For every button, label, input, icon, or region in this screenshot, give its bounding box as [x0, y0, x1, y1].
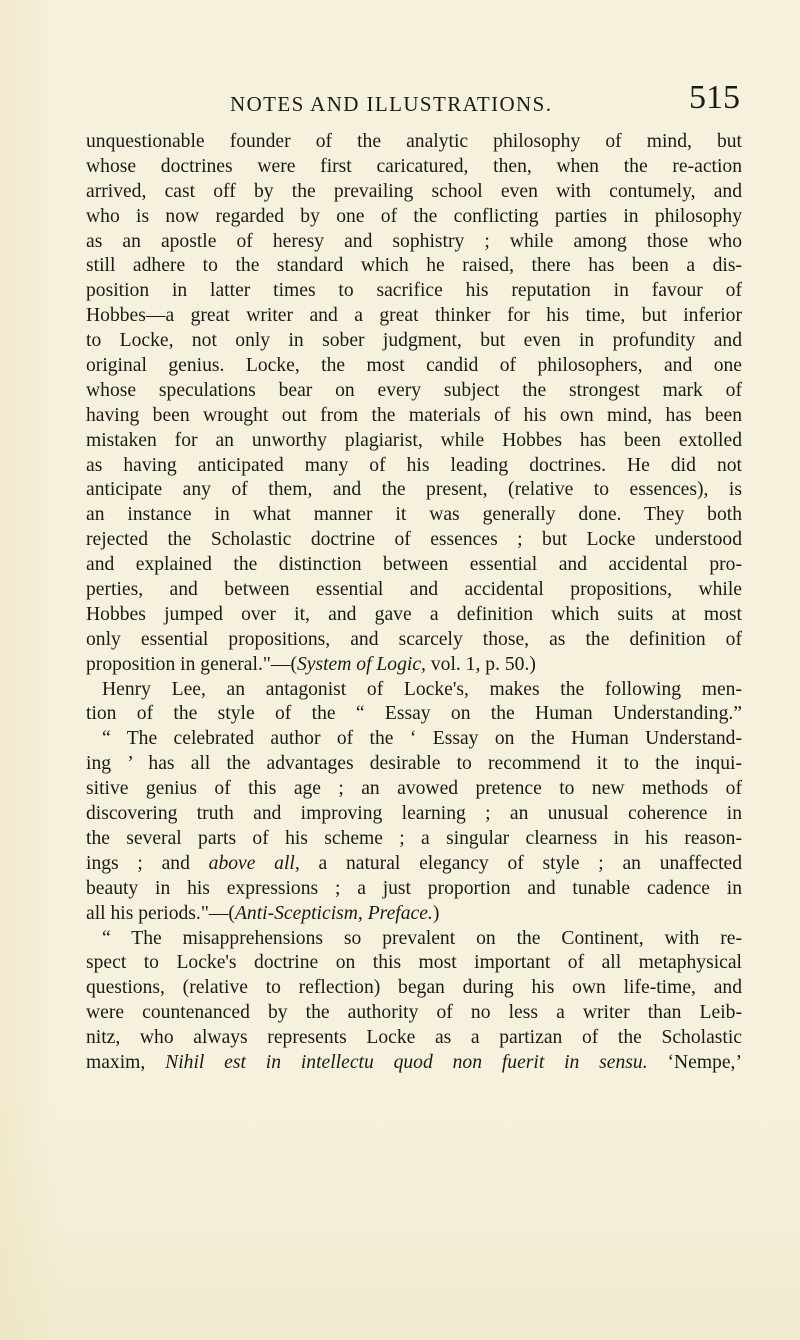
text-line: Hobbes jumped over it, and gave a definition which suits at most	[86, 603, 742, 625]
text-line: perties, and between essential and accidental propositions, while	[86, 579, 742, 601]
text-line: rejected the Scholastic doctrine of essences ; but Locke understood	[86, 529, 742, 551]
citation-line	[86, 902, 742, 927]
cited-work-title: Anti-Scepticism, Preface.	[234, 902, 433, 924]
text-line: tion of the style of the “ Essay on the Human Understanding.”	[86, 703, 742, 725]
text-line: unquestionable founder of the analytic philosophy of mind, but	[86, 131, 742, 152]
text-segment: maxim,	[86, 1051, 166, 1073]
text-segment: ings ; and	[86, 852, 209, 874]
text-line: sitive genius of this age ; an avowed pretence to new methods of	[86, 778, 742, 800]
text-line: Hobbes—a great writer and a great thinker for his time, but inferior	[86, 305, 742, 327]
text-line: whose doctrines were first caricatured, then, when the re-action	[86, 155, 742, 177]
paragraph-start-line: Henry Lee, an antagonist of Locke's, makes the following men-	[102, 678, 742, 700]
page-number: 515	[689, 79, 740, 116]
text-line: anticipate any of them, and the present, (relative to essences), is	[86, 479, 742, 501]
text-segment: proposition in general."—(	[86, 653, 297, 675]
text-line	[86, 1051, 742, 1076]
text-line: who is now regarded by one of the conflicting parties in philosophy	[86, 205, 742, 227]
text-line: to Locke, not only in sober judgment, but even in profundity and	[86, 330, 742, 352]
text-line: whose speculations bear on every subject the strongest mark of	[86, 379, 742, 401]
page-header	[80, 78, 740, 118]
latin-maxim: Nihil est in intellectu quod non fuerit in sensu.	[165, 1051, 648, 1073]
text-line: as having anticipated many of his leading doctrines. He did not	[86, 454, 742, 476]
text-line: were countenanced by the authority of no less a writer than Leib-	[86, 1002, 742, 1024]
text-line: mistaken for an unworthy plagiarist, while Hobbes has been extolled	[86, 429, 742, 451]
text-line: as an apostle of heresy and sophistry ; while among those who	[86, 230, 742, 252]
text-line: ing ’ has all the advantages desirable to recommend it to the inqui-	[86, 753, 742, 775]
paragraph-start-line: “ The misapprehensions so prevalent on the Continent, with re-	[102, 927, 742, 949]
text-segment: )	[432, 902, 440, 924]
text-line: only essential propositions, and scarcely those, as the definition of	[86, 628, 742, 650]
emphasis-text: above all,	[208, 852, 300, 874]
text-line: beauty in his expressions ; a just proportion and tunable cadence in	[86, 877, 742, 899]
running-head: NOTES AND ILLUSTRATIONS.	[230, 92, 553, 116]
cited-work-title: System of Logic,	[296, 653, 426, 675]
text-line: and explained the distinction between essential and accidental pro-	[86, 554, 742, 576]
text-line	[86, 852, 742, 877]
citation-line	[86, 653, 742, 678]
text-line: spect to Locke's doctrine on this most important of all metaphysical	[86, 952, 742, 974]
text-line: the several parts of his scheme ; a singular clearness in his reason-	[86, 827, 742, 849]
text-line: having been wrought out from the materials of his own mind, has been	[86, 404, 742, 426]
text-segment: all his periods."—(	[86, 902, 235, 924]
text-line: arrived, cast off by the prevailing school even with contumely, and	[86, 180, 742, 202]
text-line: nitz, who always represents Locke as a partizan of the Scholastic	[86, 1027, 742, 1049]
text-segment: vol. 1, p. 50.)	[425, 653, 536, 675]
text-line: position in latter times to sacrifice his reputation in favour of	[86, 280, 742, 302]
text-line: still adhere to the standard which he raised, there has been a dis-	[86, 255, 742, 277]
text-line: original genius. Locke, the most candid of philosophers, and one	[86, 355, 742, 377]
quote-start-line: “ The celebrated author of the ‘ Essay on the Human Understand-	[102, 728, 742, 750]
text-segment: ‘Nempe,’	[647, 1051, 742, 1073]
text-line: discovering truth and improving learning ; an unusual coherence in	[86, 803, 742, 825]
body-text	[86, 130, 742, 1076]
text-line: questions, (relative to reflection) began during his own life-time, and	[86, 977, 742, 999]
text-line: an instance in what manner it was generally done. They both	[86, 504, 742, 526]
text-segment: a natural elegancy of style ; an unaffected	[299, 852, 743, 874]
